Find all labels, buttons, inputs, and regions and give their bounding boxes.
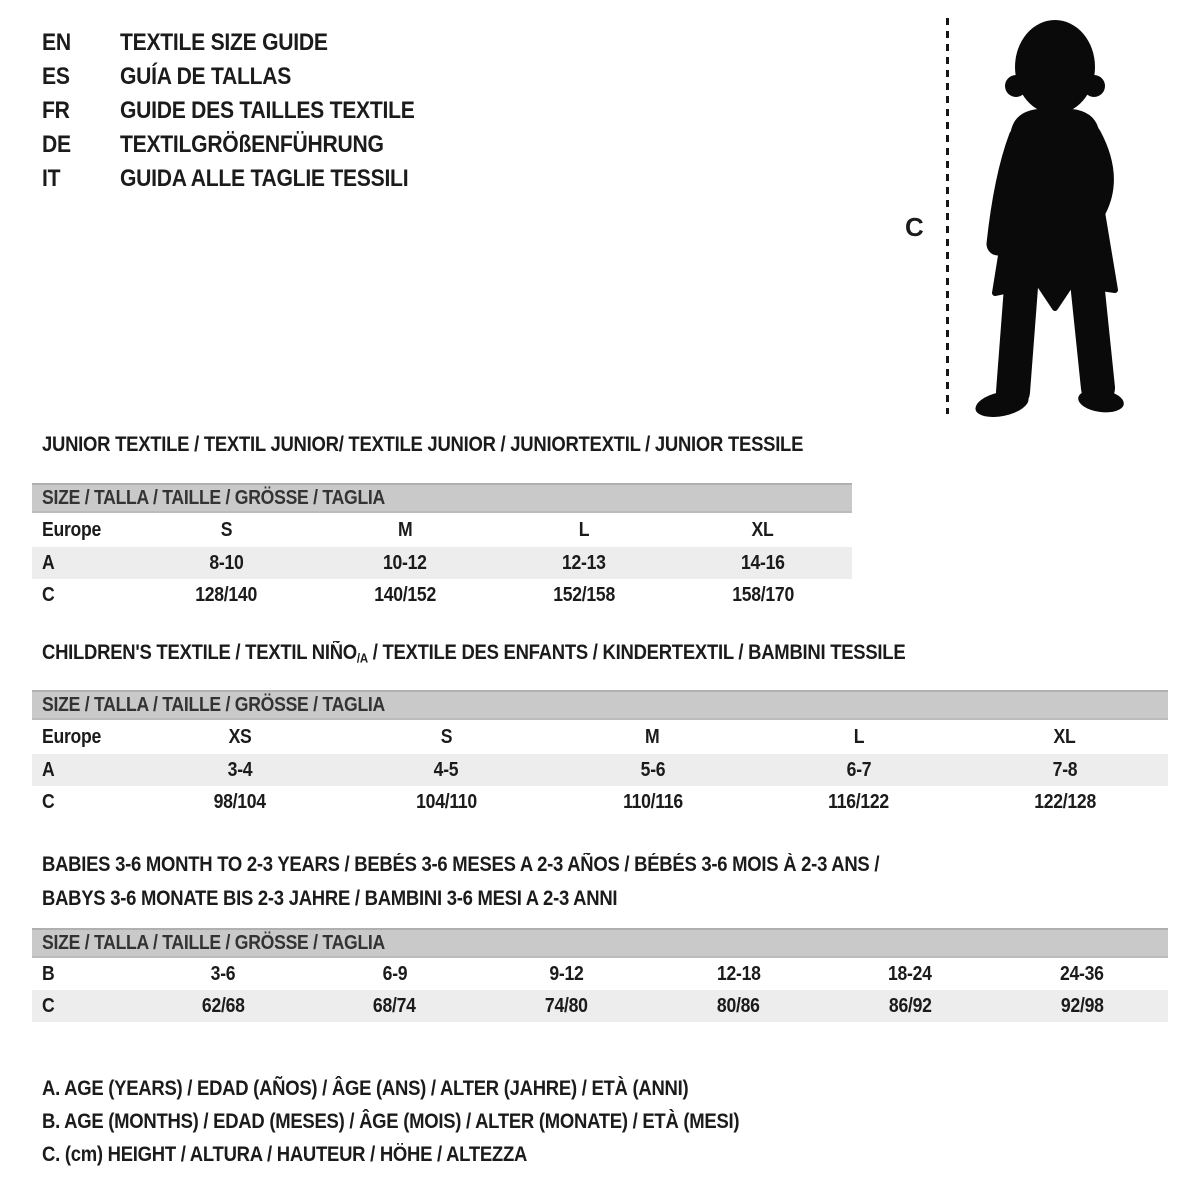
lang-row-es (42, 60, 455, 94)
height-measure-label: C (905, 212, 924, 242)
lang-label: GUIDE DES TAILLES TEXTILE (120, 97, 415, 124)
cell-value: 18-24 (888, 962, 933, 985)
cell-value: 9-12 (549, 962, 584, 985)
size-header-label: SIZE / TALLA / TAILLE / GRÖSSE / TAGLIA (42, 931, 386, 954)
column-header: L (853, 725, 864, 748)
height-measure-dashed-line (946, 18, 949, 414)
column-header: XL (1053, 725, 1076, 748)
lang-row-it (42, 162, 455, 196)
junior-row-a (32, 547, 852, 579)
babies-section-title-line1: BABIES 3-6 MONTH TO 2-3 YEARS / BEBÉS 3-6 MESES A 2-3 AÑOS / BÉBÉS 3-6 MOIS À 2-3 ANS / (42, 853, 880, 876)
size-header-label: SIZE / TALLA / TAILLE / GRÖSSE / TAGLIA (42, 486, 386, 509)
cell-value: 6-9 (382, 962, 408, 985)
cell-value: 3-6 (210, 962, 236, 985)
cell-value: 128/140 (195, 583, 258, 606)
region-label: Europe (42, 725, 102, 748)
junior-size-table (32, 483, 852, 611)
cell-value: 116/122 (828, 790, 890, 813)
cell-value: 86/92 (888, 994, 932, 1017)
cell-value: 152/158 (552, 583, 615, 606)
babies-row-c (32, 990, 1168, 1022)
footnote-b: B. AGE (MONTHS) / EDAD (MESES) / ÂGE (MOIS) / ALTER (MONATE) / ETÀ (MESI) (42, 1109, 740, 1133)
footnote-a: A. AGE (YEARS) / EDAD (AÑOS) / ÂGE (ANS) / ALTER (JAHRE) / ETÀ (ANNI) (42, 1076, 689, 1100)
row-label: A (42, 758, 55, 781)
cell-value: 68/74 (373, 994, 417, 1017)
cell-value: 140/152 (374, 583, 437, 606)
region-label: Europe (42, 518, 102, 541)
children-row-c (32, 786, 1168, 818)
measure-footnotes (42, 1072, 834, 1171)
cell-value: 158/170 (731, 583, 794, 606)
column-header: M (645, 725, 660, 748)
column-header: XS (228, 725, 252, 748)
column-header: XL (751, 518, 774, 541)
children-table-header-bar (32, 690, 1168, 720)
lang-row-fr (42, 94, 455, 128)
row-label: C (42, 583, 55, 606)
cell-value: 104/110 (415, 790, 477, 813)
column-header: S (440, 725, 453, 748)
cell-value: 92/98 (1060, 994, 1104, 1017)
lang-code: EN (42, 29, 71, 56)
lang-label: TEXTILE SIZE GUIDE (120, 29, 328, 56)
cell-value: 62/68 (201, 994, 245, 1017)
children-columns-row (32, 720, 1168, 754)
lang-label: GUÍA DE TALLAS (120, 63, 292, 90)
lang-label: GUIDA ALLE TAGLIE TESSILI (120, 165, 409, 192)
row-label: C (42, 994, 55, 1017)
row-label: C (42, 790, 55, 813)
cell-value: 80/86 (717, 994, 760, 1017)
lang-row-en (42, 26, 455, 60)
footnote-c: C. (cm) HEIGHT / ALTURA / HAUTEUR / HÖHE / ALTEZZA (42, 1142, 528, 1166)
babies-size-table (32, 928, 1168, 1022)
language-header (42, 26, 455, 196)
lang-label: TEXTILGRÖßENFÜHRUNG (120, 131, 384, 158)
cell-value: 4-5 (433, 758, 459, 781)
cell-value: 98/104 (213, 790, 267, 813)
cell-value: 24-36 (1060, 962, 1104, 985)
cell-value: 74/80 (545, 994, 588, 1017)
toddler-silhouette-icon (958, 12, 1146, 418)
junior-table-header-bar (32, 483, 852, 513)
children-section-title: CHILDREN'S TEXTILE / TEXTIL $NIÑO_{/A}$ / TEXTILE DES ENFANTS / KINDERTEXTIL / BAMBINI TESSILE (42, 641, 906, 666)
cell-value: 122/128 (1034, 790, 1096, 813)
column-header: L (578, 518, 590, 541)
nino-a-subscript: /A (356, 650, 368, 666)
cell-value: 110/116 (622, 790, 683, 813)
babies-row-b (32, 958, 1168, 990)
lang-code: IT (42, 165, 61, 192)
junior-row-c (32, 579, 852, 611)
cell-value: 5-6 (640, 758, 665, 781)
size-header-label: SIZE / TALLA / TAILLE / GRÖSSE / TAGLIA (42, 693, 386, 716)
cell-value: 3-4 (227, 758, 253, 781)
junior-columns-row (32, 513, 852, 547)
babies-table-header-bar (32, 928, 1168, 958)
cell-value: 14-16 (740, 551, 785, 574)
cell-value: 7-8 (1052, 758, 1078, 781)
cell-value: 12-18 (716, 962, 761, 985)
junior-section-title: JUNIOR TEXTILE / TEXTIL JUNIOR/ TEXTILE JUNIOR / JUNIORTEXTIL / JUNIOR TESSILE (42, 433, 804, 456)
lang-code: ES (42, 63, 70, 90)
row-label: B (42, 962, 55, 985)
babies-section-title-line2: BABYS 3-6 MONATE BIS 2-3 JAHRE / BAMBINI 3-6 MESI A 2-3 ANNI (42, 887, 618, 910)
cell-value: 12-13 (562, 551, 606, 574)
row-label: A (42, 551, 55, 574)
lang-code: FR (42, 97, 70, 124)
children-row-a (32, 754, 1168, 786)
lang-row-de (42, 128, 455, 162)
cell-value: 10-12 (383, 551, 427, 574)
column-header: M (397, 518, 413, 541)
children-size-table (32, 690, 1168, 818)
cell-value: 6-7 (846, 758, 872, 781)
lang-code: DE (42, 131, 71, 158)
cell-value: 8-10 (209, 551, 244, 574)
column-header: S (220, 518, 233, 541)
